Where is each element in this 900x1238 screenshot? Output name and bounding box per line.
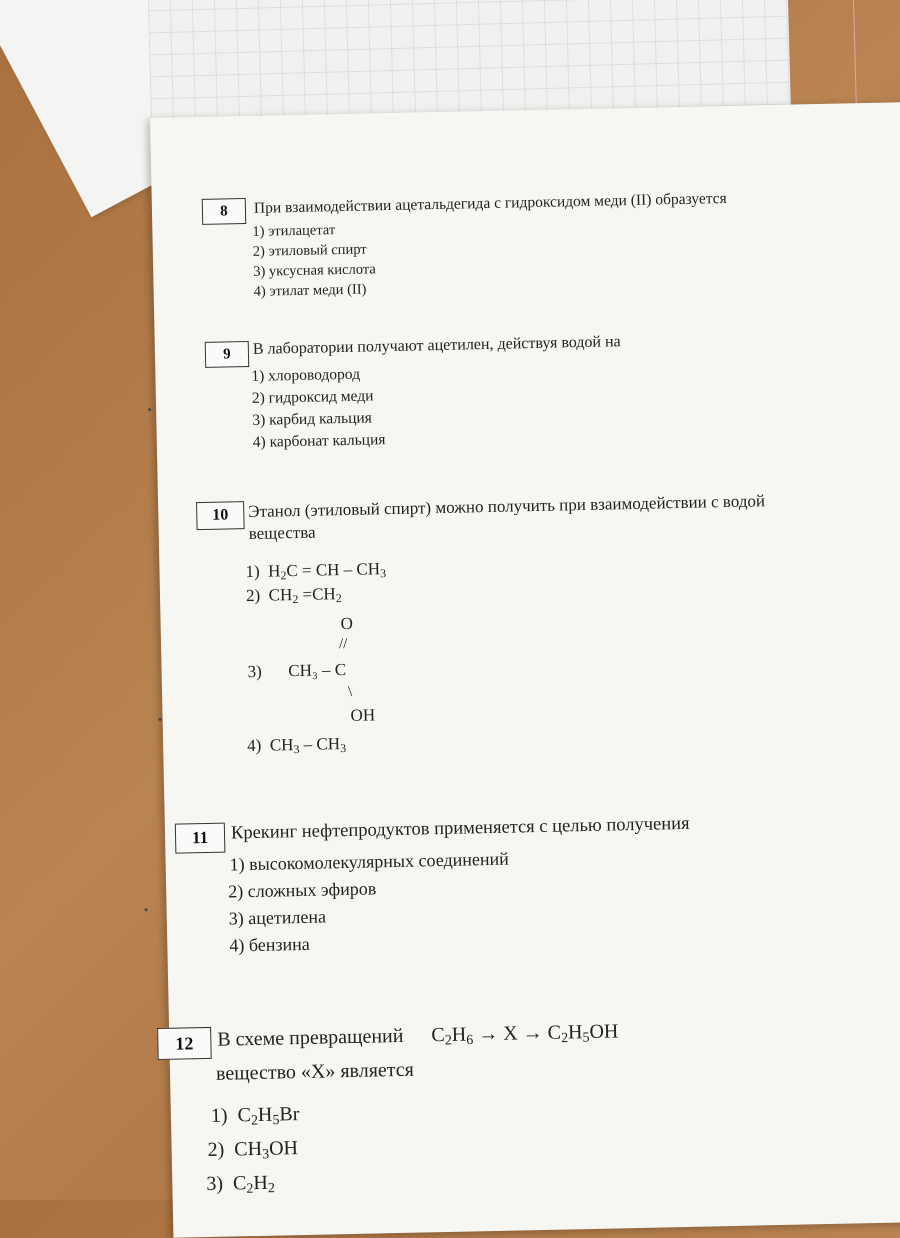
question-text: В лаборатории получают ацетилен, действуя водой на (252, 333, 621, 358)
question-text (217, 1020, 619, 1054)
question-text-cont: вещество «X» является (215, 1058, 415, 1085)
option-2 (246, 584, 342, 608)
test-page (150, 101, 900, 1237)
option-4 (247, 734, 346, 758)
single-bond: \ (347, 683, 353, 700)
option-label: 2) (207, 1138, 225, 1162)
question-text: Крекинг нефтепродуктов применяется с целью получения (230, 813, 690, 844)
option-1 (245, 559, 386, 584)
question-number: 11 (175, 823, 226, 854)
option: 3) уксусная кислота (253, 261, 376, 280)
question-number: 9 (205, 341, 250, 368)
question-number: 10 (196, 501, 245, 530)
formula: CH₃ – C (288, 660, 347, 681)
formula: $C_2H_5Br$ (232, 1103, 300, 1129)
option-label: 3) (206, 1172, 224, 1196)
double-bond: // (338, 635, 348, 653)
option-2 (207, 1137, 298, 1164)
option-3 (206, 1172, 275, 1199)
option: 4) карбонат кальция (252, 431, 386, 451)
option: 1) этилацетат (252, 222, 336, 240)
option-3 (247, 660, 346, 682)
formula-oh: OH (350, 705, 376, 725)
formula: $CH_3 - CH_3$ (265, 734, 347, 757)
reaction-scheme: $C_2H_6 \to X \to C_2H_5OH$ (431, 1020, 619, 1049)
scheme-intro: В схеме превращений (217, 1024, 404, 1051)
option: 1) хлороводород (251, 365, 361, 385)
option: 4) бензина (229, 933, 310, 956)
question-text: При взаимодействии ацетальдегида с гидроксидом меди (II) образуется (253, 189, 727, 217)
option: 2) этиловый спирт (252, 241, 367, 260)
formula: $CH_2 =CH_2$ (264, 584, 342, 607)
option: 1) высокомолекулярных соединений (229, 848, 509, 875)
question-text: Этанол (этиловый спирт) можно получить при взаимодействии с водой (248, 491, 766, 522)
formula: $C_2H_2$ (227, 1171, 276, 1197)
formula: $H_2C$ = CH – $CH_3$ (263, 559, 387, 583)
question-number: 8 (202, 198, 247, 225)
scheme-x: X (502, 1022, 518, 1045)
speck (148, 408, 151, 411)
option-label: 3) (247, 661, 262, 682)
question-number: 12 (157, 1027, 212, 1060)
option: 2) сложных эфиров (228, 878, 377, 902)
formula: $CH_3OH$ (229, 1137, 299, 1163)
option-label: 1) (245, 561, 260, 582)
option: 2) гидроксид меди (251, 387, 374, 407)
speck (159, 718, 162, 721)
question-text-cont: вещества (248, 522, 316, 544)
option-1 (211, 1103, 300, 1130)
formula-oxygen: O (340, 613, 354, 634)
option: 3) карбид кальция (252, 409, 373, 429)
option: 4) этилат меди (II) (253, 281, 367, 300)
option-label: 2) (245, 585, 261, 606)
option-label: 4) (246, 735, 262, 756)
option-label: 1) (210, 1104, 228, 1127)
option: 3) ацетилена (228, 906, 327, 929)
speck (145, 908, 148, 911)
